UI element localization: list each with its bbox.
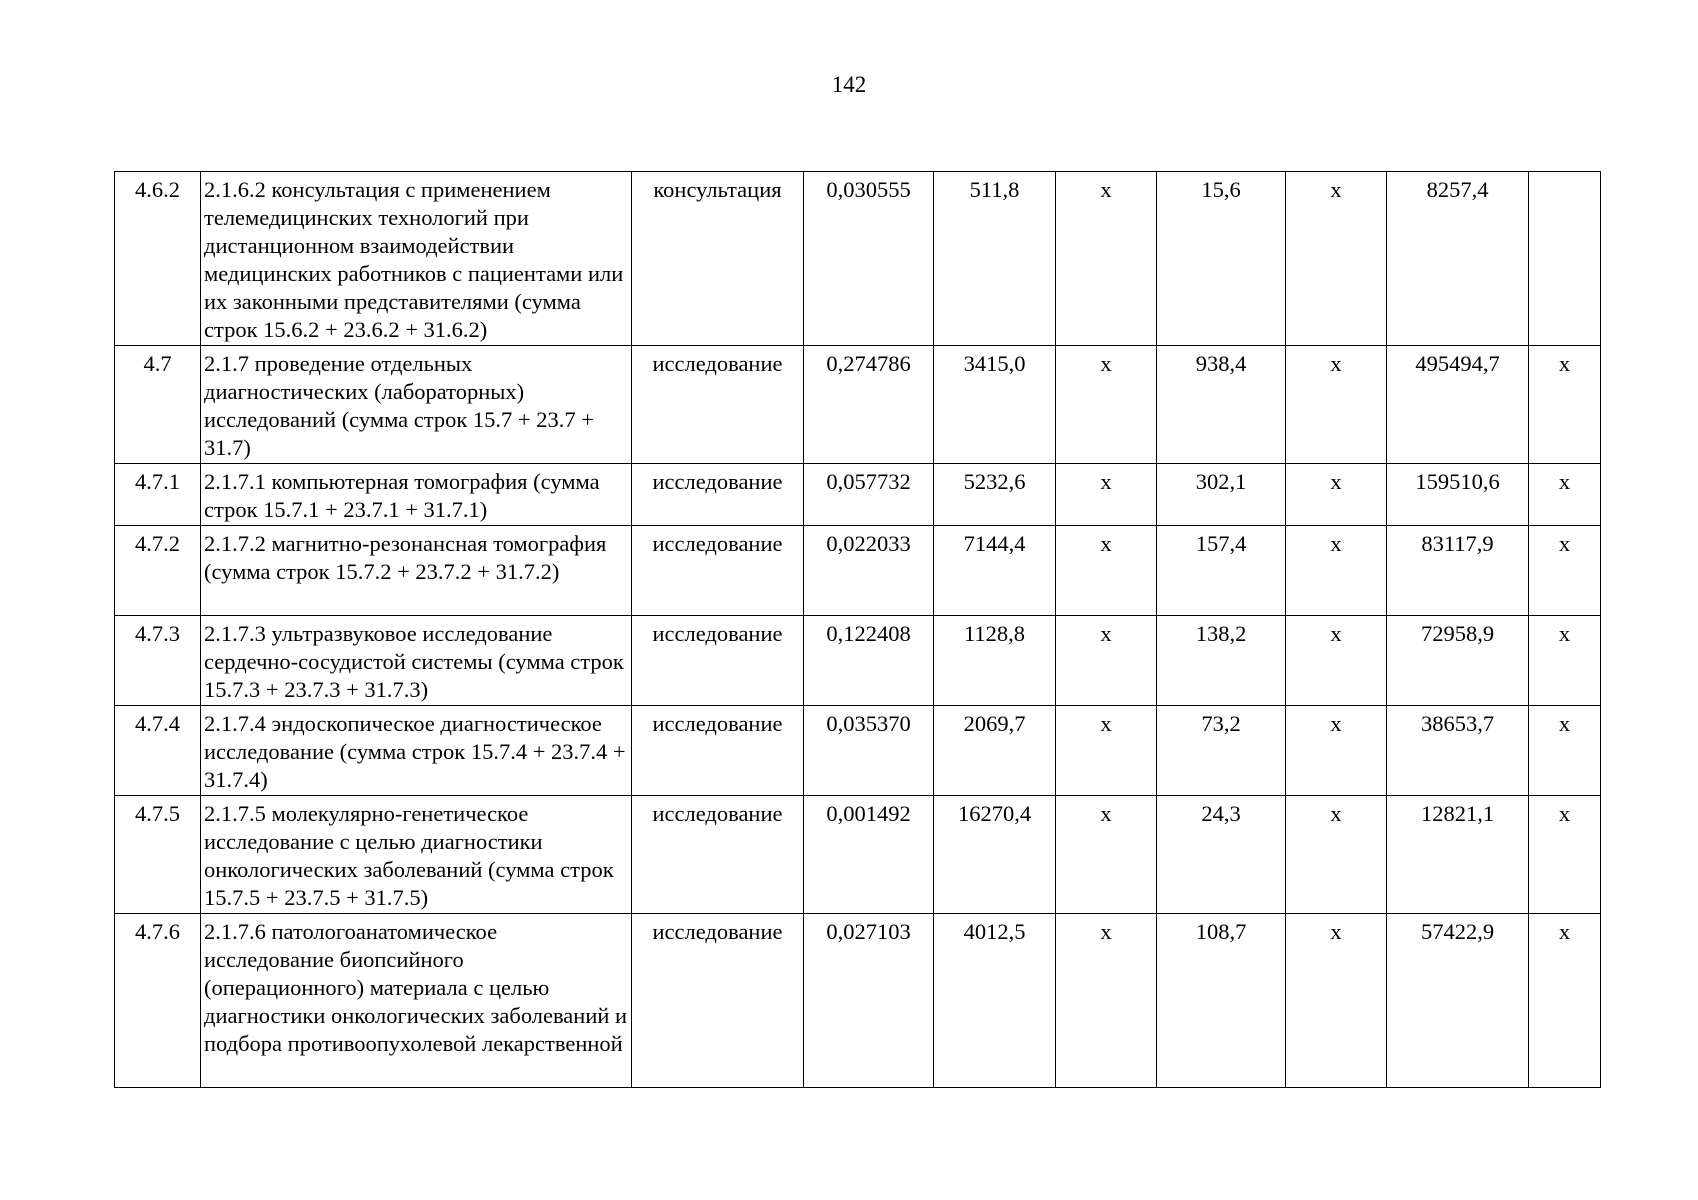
- row-name-cell: 2.1.6.2 консультация с применением телемедицинских технологий при дистанционном взаимодействии медицинских работников с пациентами или их законными представителями (сумма строк 15.6.2 + 23.6.2 + 31.6.2): [201, 172, 632, 346]
- row-value-cell: х: [1529, 346, 1601, 464]
- row-value-cell: 157,4: [1157, 526, 1286, 616]
- row-value-cell: х: [1056, 526, 1157, 616]
- row-value-cell: 0,122408: [804, 616, 934, 706]
- row-unit-cell: исследование: [632, 526, 804, 616]
- row-number-cell: 4.7: [115, 346, 201, 464]
- row-number-cell: 4.7.5: [115, 796, 201, 914]
- row-name-cell: 2.1.7.6 патологоанатомическое исследование биопсийного (операционного) материала с целью диагностики онкологических заболеваний и подбора противоопухолевой лекарственной: [201, 914, 632, 1088]
- row-value-cell: 38653,7: [1387, 706, 1529, 796]
- row-value-cell: 0,027103: [804, 914, 934, 1088]
- row-value-cell: 0,001492: [804, 796, 934, 914]
- row-value-cell: 73,2: [1157, 706, 1286, 796]
- table-row: [115, 526, 1601, 616]
- table-row: [115, 796, 1601, 914]
- row-name-cell: 2.1.7.2 магнитно-резонансная томография (сумма строк 15.7.2 + 23.7.2 + 31.7.2): [201, 526, 632, 616]
- table-row: [115, 914, 1601, 1088]
- row-value-cell: 1128,8: [934, 616, 1056, 706]
- row-number-cell: 4.7.4: [115, 706, 201, 796]
- page-number: 142: [831, 72, 867, 97]
- row-value-cell: 83117,9: [1387, 526, 1529, 616]
- row-value-cell: 138,2: [1157, 616, 1286, 706]
- row-value-cell: х: [1286, 914, 1387, 1088]
- row-value-cell: х: [1286, 346, 1387, 464]
- row-value-cell: 24,3: [1157, 796, 1286, 914]
- row-value-cell: 12821,1: [1387, 796, 1529, 914]
- row-value-cell: 495494,7: [1387, 346, 1529, 464]
- row-value-cell: [1529, 172, 1601, 346]
- row-name-cell: 2.1.7.3 ультразвуковое исследование сердечно-сосудистой системы (сумма строк 15.7.3 + 23.7.3 + 31.7.3): [201, 616, 632, 706]
- row-unit-cell: исследование: [632, 346, 804, 464]
- row-value-cell: х: [1286, 706, 1387, 796]
- row-name-cell: 2.1.7 проведение отдельных диагностических (лабораторных) исследований (сумма строк 15.7 + 23.7 + 31.7): [201, 346, 632, 464]
- row-value-cell: 7144,4: [934, 526, 1056, 616]
- row-unit-cell: исследование: [632, 914, 804, 1088]
- row-unit-cell: исследование: [632, 796, 804, 914]
- row-value-cell: 0,035370: [804, 706, 934, 796]
- row-value-cell: х: [1286, 172, 1387, 346]
- row-value-cell: х: [1056, 616, 1157, 706]
- row-value-cell: х: [1529, 914, 1601, 1088]
- table-row: [115, 464, 1601, 526]
- row-value-cell: х: [1056, 796, 1157, 914]
- row-value-cell: 4012,5: [934, 914, 1056, 1088]
- row-value-cell: 3415,0: [934, 346, 1056, 464]
- row-value-cell: 108,7: [1157, 914, 1286, 1088]
- row-value-cell: 302,1: [1157, 464, 1286, 526]
- row-value-cell: 72958,9: [1387, 616, 1529, 706]
- row-value-cell: х: [1529, 706, 1601, 796]
- row-value-cell: 0,030555: [804, 172, 934, 346]
- row-name-cell: 2.1.7.5 молекулярно-генетическое исследование с целью диагностики онкологических заболеваний (сумма строк 15.7.5 + 23.7.5 + 31.7.5): [201, 796, 632, 914]
- data-table: [114, 171, 1601, 1088]
- row-value-cell: х: [1529, 616, 1601, 706]
- row-value-cell: 15,6: [1157, 172, 1286, 346]
- row-value-cell: 0,057732: [804, 464, 934, 526]
- row-value-cell: х: [1056, 706, 1157, 796]
- row-value-cell: х: [1286, 526, 1387, 616]
- row-value-cell: 938,4: [1157, 346, 1286, 464]
- row-value-cell: х: [1286, 796, 1387, 914]
- row-value-cell: 0,022033: [804, 526, 934, 616]
- row-value-cell: 159510,6: [1387, 464, 1529, 526]
- row-unit-cell: консультация: [632, 172, 804, 346]
- row-value-cell: х: [1286, 464, 1387, 526]
- row-value-cell: 8257,4: [1387, 172, 1529, 346]
- row-value-cell: х: [1056, 172, 1157, 346]
- table-row: [115, 706, 1601, 796]
- row-number-cell: 4.7.6: [115, 914, 201, 1088]
- row-value-cell: 57422,9: [1387, 914, 1529, 1088]
- row-name-cell: 2.1.7.1 компьютерная томография (сумма строк 15.7.1 + 23.7.1 + 31.7.1): [201, 464, 632, 526]
- row-value-cell: 16270,4: [934, 796, 1056, 914]
- row-number-cell: 4.6.2: [115, 172, 201, 346]
- row-value-cell: 0,274786: [804, 346, 934, 464]
- row-number-cell: 4.7.2: [115, 526, 201, 616]
- row-value-cell: х: [1286, 616, 1387, 706]
- row-value-cell: х: [1056, 346, 1157, 464]
- row-value-cell: х: [1056, 914, 1157, 1088]
- row-number-cell: 4.7.1: [115, 464, 201, 526]
- table-row: [115, 172, 1601, 346]
- row-value-cell: х: [1056, 464, 1157, 526]
- table-row: [115, 346, 1601, 464]
- table-row: [115, 616, 1601, 706]
- row-value-cell: х: [1529, 796, 1601, 914]
- row-unit-cell: исследование: [632, 464, 804, 526]
- row-unit-cell: исследование: [632, 706, 804, 796]
- row-value-cell: 511,8: [934, 172, 1056, 346]
- row-value-cell: 2069,7: [934, 706, 1056, 796]
- row-value-cell: 5232,6: [934, 464, 1056, 526]
- row-value-cell: х: [1529, 464, 1601, 526]
- row-name-cell: 2.1.7.4 эндоскопическое диагностическое исследование (сумма строк 15.7.4 + 23.7.4 + 31.7.4): [201, 706, 632, 796]
- row-value-cell: х: [1529, 526, 1601, 616]
- row-number-cell: 4.7.3: [115, 616, 201, 706]
- row-unit-cell: исследование: [632, 616, 804, 706]
